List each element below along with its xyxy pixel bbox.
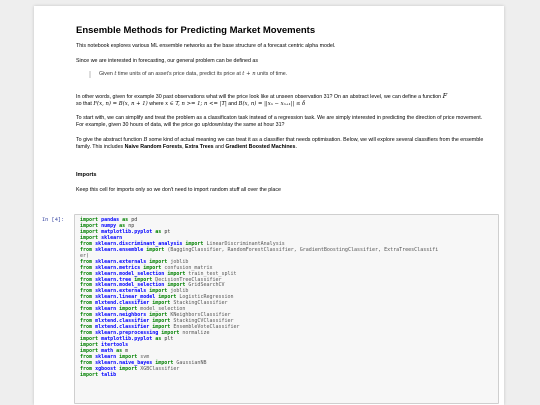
- code-token: svm: [140, 353, 150, 360]
- code-line: [80, 248, 493, 254]
- code-token: XGBClassifier: [140, 365, 180, 372]
- code-token: mlxtend.classifier: [95, 324, 150, 331]
- code-token: as: [116, 222, 129, 229]
- code-token: import: [158, 330, 183, 337]
- code-token: xgboost: [95, 365, 117, 372]
- code-token: from: [80, 258, 96, 265]
- code-token: import: [146, 258, 171, 265]
- code-token: from: [80, 330, 96, 337]
- code-token: train_test_split: [188, 270, 237, 277]
- code-token: import: [80, 228, 102, 235]
- notebook-page: [34, 6, 504, 405]
- code-token: sklearn.tree: [95, 276, 132, 283]
- imports-note: Keep this cell for imports only so we don't need to import random stuff all over the place: [76, 187, 281, 193]
- code-token: import: [149, 324, 174, 331]
- code-token: GridSearchCV: [188, 282, 225, 289]
- code-token: sklearn.preprocessing: [95, 330, 159, 337]
- code-token: LogisticRegression: [179, 294, 234, 301]
- code-token: import: [155, 294, 180, 301]
- code-token: er): [80, 252, 90, 259]
- code-token: import: [146, 312, 171, 319]
- code-token: import: [146, 288, 171, 295]
- code-token: sklearn.neighbors: [95, 312, 147, 319]
- code-line: [80, 373, 493, 379]
- code-token: confusion_matrix: [164, 264, 213, 271]
- code-token: from: [80, 240, 96, 247]
- code-token: sklearn.metrics: [95, 264, 141, 271]
- code-token: import: [152, 359, 177, 366]
- code-token: numpy: [101, 222, 117, 229]
- code-token: pandas: [101, 217, 120, 223]
- code-token: import: [164, 270, 189, 277]
- code-token: joblib: [170, 258, 189, 265]
- code-token: StackingCVClassifier: [173, 318, 234, 325]
- code-token: from: [80, 353, 96, 360]
- code-token: from: [80, 359, 96, 366]
- code-token: pd: [131, 217, 138, 223]
- notebook-title: Ensemble Methods for Predicting Market Movements: [76, 25, 316, 36]
- code-token: mlxtend.classifier: [95, 318, 150, 325]
- code-token: import: [80, 222, 102, 229]
- problem-definition-quote: Given t time units of an asset's price data, predict its price at t + n units of time.: [89, 71, 494, 78]
- code-token: sklearn: [101, 234, 123, 241]
- code-token: from: [80, 365, 96, 372]
- code-token: from: [80, 318, 96, 325]
- math-t-plus-n: t + n: [242, 71, 256, 77]
- code-token: import: [140, 264, 165, 271]
- imports-heading: Imports: [76, 172, 97, 178]
- code-token: sklearn.externals: [95, 288, 147, 295]
- code-token: from: [80, 324, 96, 331]
- code-token: from: [80, 306, 96, 313]
- code-token: from: [80, 282, 96, 289]
- code-token: as: [152, 336, 165, 343]
- code-token: sklearn.discriminant_analysis: [95, 240, 183, 247]
- code-token: KNeighborsClassifier: [170, 312, 231, 319]
- problem-paragraph: Since we are interested in forecasting, our general problem can be defined as: [76, 58, 258, 64]
- code-token: as: [152, 228, 165, 235]
- code-token: m: [125, 347, 129, 354]
- code-token: talib: [101, 371, 117, 378]
- cell-prompt: In [4]:: [42, 217, 65, 223]
- code-token: from: [80, 288, 96, 295]
- code-token: np: [128, 222, 135, 229]
- code-token: import: [80, 342, 102, 349]
- code-token: import: [149, 318, 174, 325]
- code-token: import: [80, 336, 102, 343]
- code-token: EnsembleVoteClassifier: [173, 324, 240, 331]
- code-token: StackingClassifier: [173, 300, 228, 307]
- code-token: plt: [164, 336, 174, 343]
- code-token: import: [164, 282, 189, 289]
- code-token: import: [80, 234, 102, 241]
- code-token: sklearn: [95, 353, 117, 360]
- code-token: sklearn.linear_model: [95, 294, 156, 301]
- code-token: from: [80, 270, 96, 277]
- code-token: import: [149, 300, 174, 307]
- code-token: matplotlib.pyplot: [101, 228, 153, 235]
- code-token: as: [113, 347, 126, 354]
- code-token: mlxtend.classifier: [95, 300, 150, 307]
- classification-paragraph: To start with, we can simplify and treat the problem as a classificaton task instead of a regression task. We are simply interested in predicting the direction of price movement. For example, given 30 hours of data, will the price go up/down/stay the same at hour 31?: [76, 115, 483, 129]
- code-token: import: [143, 246, 168, 253]
- code-token: sklearn.naive_bayes: [95, 359, 153, 366]
- code-token: sklearn.model_selection: [95, 270, 165, 277]
- code-token: import: [80, 371, 102, 378]
- code-token: from: [80, 276, 96, 283]
- code-token: sklearn.externals: [95, 258, 147, 265]
- code-token: DecisionTreeClassifier: [155, 276, 222, 283]
- code-token: joblib: [170, 288, 189, 295]
- code-token: sklearn.model_selection: [95, 282, 165, 289]
- code-token: normalize: [182, 330, 210, 337]
- math-t: t: [114, 71, 117, 77]
- code-cell[interactable]: [74, 214, 499, 404]
- code-token: math: [101, 347, 114, 354]
- code-token: as: [119, 217, 132, 223]
- code-token: LinearDiscriminantAnalysis: [206, 240, 285, 247]
- code-token: pt: [164, 228, 171, 235]
- code-token: from: [80, 264, 96, 271]
- code-token: import: [131, 276, 156, 283]
- code-token: GaussianNB: [176, 359, 207, 366]
- code-token: import: [80, 347, 102, 354]
- code-token: import: [116, 353, 141, 360]
- code-token: import: [116, 306, 141, 313]
- code-token: model_selection: [140, 306, 186, 313]
- code-token: from: [80, 246, 96, 253]
- code-token: matplotlib.pyplot: [101, 336, 153, 343]
- code-token: import: [116, 365, 141, 372]
- code-token: itertools: [101, 342, 129, 349]
- code-token: from: [80, 294, 96, 301]
- intro-paragraph: This notebook explores various ML ensemble networks as the base structure of a forecast centric alpha model.: [76, 43, 336, 49]
- code-token: sklearn.ensemble: [95, 246, 144, 253]
- code-token: import: [80, 217, 102, 223]
- classifier-paragraph: To give the abstract function B some kind of actual meaning we can treat it as a classifier that needs optimisation. Below, we will explore several classifiers from the ensemble family. This includes Naive Random Forests, Extra Trees and Gradient Boosted Machines.: [76, 137, 484, 151]
- function-definition-paragraph: In other words, given for example 30 past observations what will the price look like at unseen observation 31? On an abstract level, we can define a function F so that F(x, n) = B(x, n + 1) where x ∈ T, n >= 1; n <= |T| and B(x, n) = ||xₙ − xₙ₊₁|| ≤ δ: [76, 92, 448, 108]
- code-token: import: [182, 240, 207, 247]
- code-token: (BaggingClassifier, RandomForestClassifier, GradientBoostingClassifier, ExtraTreesClassifi: [167, 246, 439, 253]
- code-token: from: [80, 300, 96, 307]
- code-token: sklearn: [95, 306, 117, 313]
- code-token: from: [80, 312, 96, 319]
